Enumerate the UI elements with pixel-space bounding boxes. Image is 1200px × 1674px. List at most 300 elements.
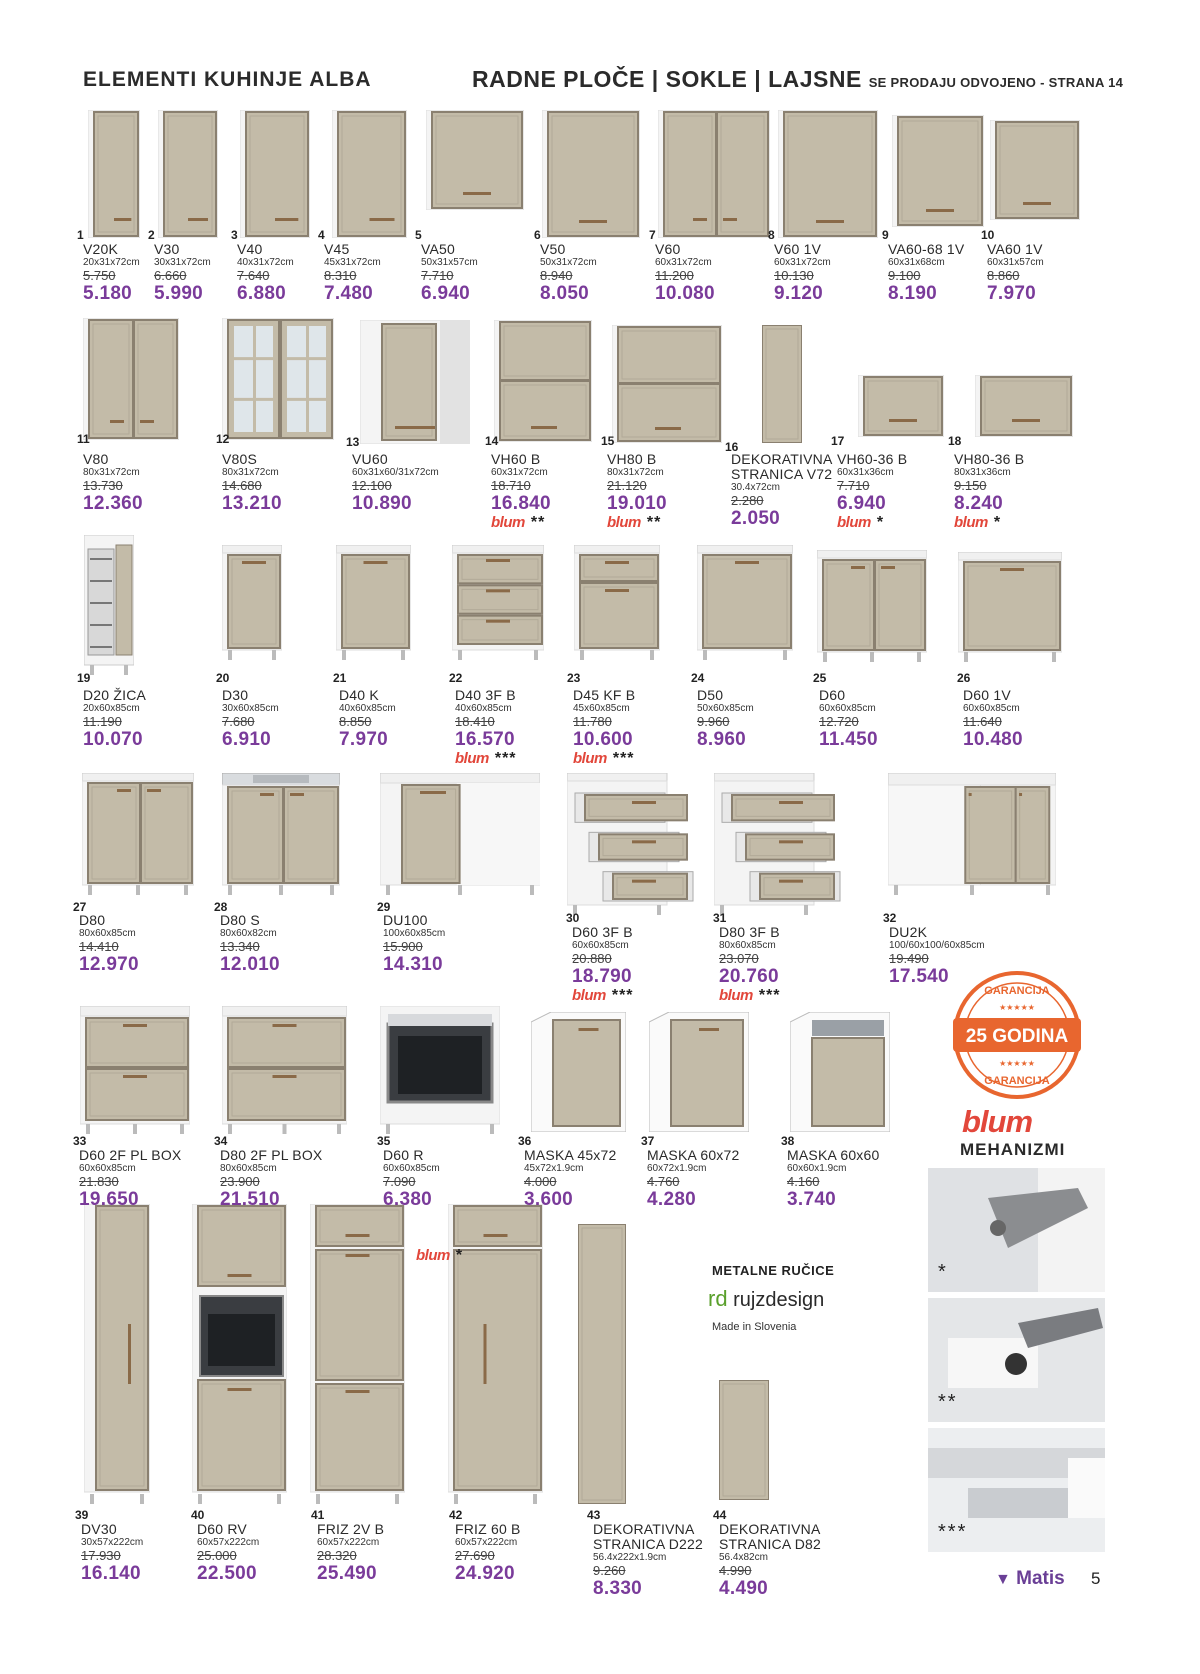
product-label — [731, 452, 833, 529]
product-name: MASKA 45x72 — [524, 1147, 617, 1163]
product-name: D60 1V — [963, 687, 1011, 703]
old-price: 9.100 — [888, 268, 921, 283]
product-name: V45 — [324, 241, 350, 257]
product-name: DEKORATIVNA — [719, 1521, 821, 1537]
svg-text:★★★★★: ★★★★★ — [999, 1003, 1035, 1012]
product-image-30 — [567, 773, 697, 915]
old-price: 21.830 — [79, 1174, 119, 1189]
product-number: 4 — [318, 228, 325, 242]
product-label — [324, 242, 381, 304]
product-label — [719, 1522, 821, 1599]
product-name-line2: STRANICA V72 — [731, 466, 833, 482]
product-image-4 — [332, 110, 407, 238]
current-price: 12.970 — [79, 954, 139, 975]
product-label — [963, 688, 1023, 750]
product-number: 7 — [649, 228, 656, 242]
product-dimensions: 80x31x36cm — [954, 467, 1011, 478]
product-dimensions: 60x31x36cm — [837, 467, 894, 478]
product-number: 26 — [957, 671, 971, 685]
current-price: 10.070 — [83, 729, 143, 750]
product-name: DV30 — [81, 1521, 117, 1537]
product-label — [237, 242, 294, 304]
old-price: 18.410 — [455, 714, 495, 729]
mechanism-photo-2 — [928, 1298, 1105, 1422]
product-label — [954, 452, 1024, 531]
product-name: VH80 B — [607, 451, 657, 467]
product-name: FRIZ 2V B — [317, 1521, 385, 1537]
product-image-8 — [778, 110, 878, 238]
current-price: 2.050 — [731, 508, 781, 529]
product-label — [222, 688, 279, 750]
old-price: 4.760 — [647, 1174, 680, 1189]
product-number: 22 — [449, 671, 463, 685]
product-label — [572, 925, 634, 1004]
matis-logo: ▼ Matis — [995, 1568, 1065, 1589]
product-dimensions: 60x57x222cm — [455, 1537, 518, 1548]
product-name: VA60-68 1V — [888, 241, 965, 257]
product-image-37 — [649, 1012, 749, 1132]
blum-stars: *** — [612, 750, 635, 767]
old-price: 18.710 — [491, 478, 531, 493]
product-dimensions: 60x60x85cm — [572, 940, 629, 951]
current-price: 8.240 — [954, 493, 1004, 514]
product-label — [83, 452, 143, 514]
blum-stars: ** — [530, 514, 546, 531]
product-label — [317, 1522, 384, 1584]
product-name-line2: STRANICA D222 — [593, 1536, 703, 1552]
product-name: DEKORATIVNA — [731, 451, 833, 467]
product-name: D60 R — [383, 1147, 424, 1163]
product-label — [154, 242, 211, 304]
handles-origin: Made in Slovenia — [712, 1321, 797, 1333]
note-small: SE PRODAJU ODVOJENO - STRANA 14 — [868, 75, 1124, 90]
product-name: DEKORATIVNA — [593, 1521, 695, 1537]
product-number: 5 — [415, 228, 422, 242]
product-number: 40 — [191, 1508, 205, 1522]
product-label — [421, 242, 478, 304]
product-number: 14 — [485, 434, 499, 448]
product-dimensions: 60x31x72cm — [655, 257, 712, 268]
product-number: 21 — [333, 671, 347, 685]
product-image-35 — [380, 1006, 500, 1134]
product-label — [79, 913, 139, 975]
product-dimensions: 60x57x222cm — [197, 1537, 260, 1548]
product-name: FRIZ 60 B — [455, 1521, 521, 1537]
old-price: 4.160 — [787, 1174, 820, 1189]
product-image-2 — [158, 110, 218, 238]
product-name: D80 3F B — [719, 924, 780, 940]
product-label — [697, 688, 754, 750]
old-price: 20.880 — [572, 951, 612, 966]
old-price: 23.900 — [220, 1174, 260, 1189]
current-price: 7.970 — [987, 283, 1037, 304]
old-price: 13.340 — [220, 939, 260, 954]
badge-main-text: 25 GODINA — [965, 1026, 1069, 1047]
product-dimensions: 60x31x72cm — [491, 467, 548, 478]
current-price: 6.940 — [421, 283, 471, 304]
product-image-11 — [83, 318, 179, 440]
product-image-31 — [714, 773, 844, 915]
current-price: 8.330 — [593, 1578, 643, 1599]
current-price: 6.380 — [383, 1189, 433, 1210]
product-dimensions: 100/60x100/60x85cm — [889, 940, 985, 951]
current-price: 25.490 — [317, 1563, 377, 1584]
product-label — [197, 1522, 259, 1584]
product-label — [79, 1148, 181, 1210]
product-dimensions: 45x72x1.9cm — [524, 1163, 584, 1174]
old-price: 27.690 — [455, 1548, 495, 1563]
product-number: 2 — [148, 228, 155, 242]
product-number: 35 — [377, 1134, 391, 1148]
current-price: 21.510 — [220, 1189, 280, 1210]
current-price: 7.970 — [339, 729, 389, 750]
old-price: 15.900 — [383, 939, 423, 954]
catalog-section-title: ELEMENTI KUHINJE ALBA — [83, 68, 372, 91]
product-dimensions: 60x60x1.9cm — [787, 1163, 847, 1174]
current-price: 8.050 — [540, 283, 590, 304]
old-price: 21.120 — [607, 478, 647, 493]
product-number: 41 — [311, 1508, 325, 1522]
old-price: 7.710 — [837, 478, 870, 493]
product-name: V20K — [83, 241, 119, 257]
product-dimensions: 80x60x85cm — [220, 1163, 277, 1174]
product-label — [888, 242, 964, 304]
old-price: 4.000 — [524, 1174, 557, 1189]
current-price: 20.760 — [719, 966, 779, 987]
product-name: V50 — [540, 241, 566, 257]
product-dimensions: 60x31x72cm — [774, 257, 831, 268]
product-dimensions: 60x60x85cm — [383, 1163, 440, 1174]
product-image-40 — [192, 1204, 287, 1504]
product-dimensions: 80x60x82cm — [220, 928, 277, 939]
product-number: 30 — [566, 911, 580, 925]
product-dimensions: 60x60x85cm — [963, 703, 1020, 714]
product-name: DU2K — [889, 924, 928, 940]
product-number: 9 — [882, 228, 889, 242]
product-image-36 — [531, 1012, 626, 1132]
product-image-14 — [494, 320, 592, 442]
blum-stars: * — [876, 514, 885, 531]
handles-brand — [708, 1286, 824, 1312]
product-image-23 — [574, 545, 660, 660]
blum-logo: blum — [416, 1247, 450, 1264]
current-price: 19.010 — [607, 493, 667, 514]
product-dimensions: 100x60x85cm — [383, 928, 446, 939]
product-number: 31 — [713, 911, 727, 925]
product-image-6 — [542, 110, 640, 238]
product-name: D20 ŽICA — [83, 687, 147, 703]
matis-text: Matis — [1016, 1568, 1065, 1589]
current-price: 6.880 — [237, 283, 287, 304]
product-label — [647, 1148, 739, 1210]
product-label — [83, 242, 140, 304]
blum-stars: * — [993, 514, 1002, 531]
product-name: D40 K — [339, 687, 379, 703]
product-name: D60 2F PL BOX — [79, 1147, 182, 1163]
product-number: 44 — [713, 1508, 727, 1522]
blum-logo: blum — [954, 514, 988, 531]
product-name: D80 S — [220, 912, 260, 928]
product-image-9 — [892, 115, 984, 227]
product-dimensions: 20x31x72cm — [83, 257, 140, 268]
old-price: 8.850 — [339, 714, 372, 729]
product-number: 13 — [346, 435, 360, 449]
mechanism-photo-3 — [928, 1428, 1105, 1552]
product-name: V80S — [222, 451, 258, 467]
product-image-33 — [80, 1006, 190, 1134]
current-price: 19.650 — [79, 1189, 139, 1210]
old-price: 2.280 — [731, 493, 764, 508]
blum-tag — [572, 987, 634, 1004]
old-price: 17.930 — [81, 1548, 121, 1563]
badge-bottom-text: GARANCIJA — [984, 1075, 1050, 1087]
current-price: 8.960 — [697, 729, 747, 750]
old-price: 14.680 — [222, 478, 262, 493]
product-image-28 — [222, 773, 340, 895]
product-image-3 — [240, 110, 310, 238]
product-label — [819, 688, 878, 750]
old-price: 11.640 — [963, 714, 1002, 729]
old-price: 7.710 — [421, 268, 454, 283]
product-name: V40 — [237, 241, 263, 257]
old-price: 9.960 — [697, 714, 730, 729]
current-price: 4.490 — [719, 1578, 769, 1599]
mechanisms-title: MEHANIZMI — [960, 1140, 1066, 1159]
product-label — [220, 913, 280, 975]
product-number: 15 — [601, 434, 615, 448]
current-price: 24.920 — [455, 1563, 515, 1584]
current-price: 22.500 — [197, 1563, 257, 1584]
product-number: 43 — [587, 1508, 601, 1522]
current-price: 18.790 — [572, 966, 632, 987]
product-dimensions: 80x31x72cm — [222, 467, 279, 478]
product-number: 23 — [567, 671, 581, 685]
blum-tag — [573, 750, 635, 767]
product-number: 19 — [77, 671, 91, 685]
product-number: 18 — [948, 434, 962, 448]
product-image-27 — [82, 773, 194, 895]
product-number: 25 — [813, 671, 827, 685]
current-price: 5.180 — [83, 283, 133, 304]
product-number: 11 — [77, 432, 90, 446]
product-image-15 — [612, 325, 722, 443]
product-number: 36 — [518, 1134, 532, 1148]
product-name: V60 1V — [774, 241, 822, 257]
product-name: D40 3F B — [455, 687, 516, 703]
rd-logo: rd — [708, 1286, 728, 1311]
product-name: MASKA 60x72 — [647, 1147, 740, 1163]
product-dimensions: 45x31x72cm — [324, 257, 381, 268]
product-number: 33 — [73, 1134, 87, 1148]
product-name: VU60 — [352, 451, 388, 467]
current-price: 6.940 — [837, 493, 887, 514]
current-price: 8.190 — [888, 283, 938, 304]
product-label — [787, 1148, 879, 1210]
blum-stars: ** — [646, 514, 662, 531]
product-image-34 — [222, 1006, 347, 1134]
product-dimensions: 80x60x85cm — [719, 940, 776, 951]
page-number: 5 — [1091, 1569, 1101, 1588]
current-price: 4.280 — [647, 1189, 697, 1210]
product-dimensions: 60x31x57cm — [987, 257, 1044, 268]
current-price: 10.890 — [352, 493, 412, 514]
product-dimensions: 56.4x222x1.9cm — [593, 1552, 667, 1563]
product-name: D80 2F PL BOX — [220, 1147, 323, 1163]
product-label — [987, 242, 1044, 304]
blum-tag — [455, 750, 517, 767]
product-name: VH60-36 B — [837, 451, 908, 467]
product-name: D80 — [79, 912, 106, 928]
current-price: 5.990 — [154, 283, 204, 304]
blum-tag — [719, 987, 781, 1004]
product-label — [491, 452, 551, 531]
product-image-26 — [958, 552, 1062, 662]
product-dimensions: 40x60x85cm — [339, 703, 396, 714]
product-image-22 — [452, 545, 544, 660]
product-dimensions: 56.4x82cm — [719, 1552, 768, 1563]
product-number: 37 — [641, 1134, 655, 1148]
product-image-12 — [222, 318, 334, 440]
product-image-20 — [222, 545, 282, 660]
product-name: VH80-36 B — [954, 451, 1025, 467]
product-name: DU100 — [383, 912, 428, 928]
product-label — [524, 1148, 616, 1210]
product-image-29 — [380, 773, 540, 895]
product-image-43 — [578, 1224, 626, 1504]
product-label — [339, 688, 396, 750]
product-dimensions: 30x57x222cm — [81, 1537, 144, 1548]
product-dimensions: 40x60x85cm — [455, 703, 512, 714]
old-price: 9.260 — [593, 1563, 626, 1578]
old-price: 9.150 — [954, 478, 987, 493]
product-image-38 — [790, 1012, 890, 1132]
product-image-7 — [658, 110, 770, 238]
product-dimensions: 20x60x85cm — [83, 703, 140, 714]
blum-brand-logo: blum — [962, 1104, 1033, 1139]
product-number: 8 — [768, 228, 775, 242]
product-image-32 — [888, 773, 1056, 895]
product-image-25 — [817, 550, 927, 662]
old-price: 8.860 — [987, 268, 1020, 283]
current-price: 12.010 — [220, 954, 280, 975]
blum-logo: blum — [573, 750, 607, 767]
product-dimensions: 60x31x68cm — [888, 257, 945, 268]
product-name: VA60 1V — [987, 241, 1043, 257]
current-price: 6.910 — [222, 729, 272, 750]
product-dimensions: 60x60x85cm — [819, 703, 876, 714]
current-price: 3.600 — [524, 1189, 574, 1210]
product-name: V60 — [655, 241, 681, 257]
product-number: 29 — [377, 900, 391, 914]
rd-brand-name: rujzdesign — [733, 1289, 825, 1311]
product-dimensions: 60x72x1.9cm — [647, 1163, 707, 1174]
product-label — [383, 913, 445, 975]
old-price: 23.070 — [719, 951, 759, 966]
product-dimensions: 80x31x72cm — [607, 467, 664, 478]
blum-stars: *** — [494, 750, 517, 767]
product-dimensions: 80x60x85cm — [79, 928, 136, 939]
product-image-18 — [975, 375, 1073, 437]
current-price: 17.540 — [889, 966, 949, 987]
product-dimensions: 50x31x57cm — [421, 257, 478, 268]
product-number: 17 — [831, 434, 845, 448]
product-number: 20 — [216, 671, 230, 685]
product-dimensions: 30.4x72cm — [731, 482, 780, 493]
svg-text:★★★★★: ★★★★★ — [999, 1059, 1035, 1068]
badge-top-text: GARANCIJA — [984, 985, 1050, 997]
product-image-44 — [719, 1380, 769, 1500]
old-price: 13.730 — [83, 478, 123, 493]
guarantee-badge — [950, 968, 1084, 1102]
blum-logo: blum — [837, 514, 871, 531]
product-label — [540, 242, 597, 304]
old-price: 7.680 — [222, 714, 255, 729]
note-main: RADNE PLOČE | SOKLE | LAJSNE — [472, 66, 862, 92]
product-name: VA50 — [421, 241, 456, 257]
old-price: 8.940 — [540, 268, 573, 283]
product-dimensions: 60x60x85cm — [79, 1163, 136, 1174]
product-dimensions: 60x31x60/31x72cm — [352, 467, 439, 478]
product-image-24 — [697, 545, 793, 660]
product-label — [655, 242, 715, 304]
current-price: 16.570 — [455, 729, 515, 750]
product-dimensions: 80x31x72cm — [83, 467, 140, 478]
mechanism-stars-2: ** — [938, 1391, 958, 1413]
product-number: 12 — [216, 432, 230, 446]
current-price: 10.480 — [963, 729, 1023, 750]
product-image-5 — [426, 110, 524, 210]
product-dimensions: 50x60x85cm — [697, 703, 754, 714]
old-price: 19.490 — [889, 951, 929, 966]
product-image-10 — [990, 120, 1080, 220]
product-dimensions: 30x60x85cm — [222, 703, 279, 714]
old-price: 7.090 — [383, 1174, 416, 1189]
blum-tag — [607, 514, 667, 531]
blum-stars: *** — [611, 987, 634, 1004]
product-number: 10 — [981, 228, 995, 242]
product-name: D60 — [819, 687, 846, 703]
product-number: 34 — [214, 1134, 228, 1148]
product-number: 42 — [449, 1508, 463, 1522]
product-image-19 — [84, 535, 134, 675]
current-price: 11.450 — [819, 729, 878, 750]
old-price: 10.130 — [774, 268, 814, 283]
current-price: 12.360 — [83, 493, 143, 514]
product-name: V30 — [154, 241, 180, 257]
product-image-13 — [360, 320, 470, 444]
blum-logo: blum — [455, 750, 489, 767]
blum-tag — [954, 514, 1024, 531]
product-label — [573, 688, 635, 767]
old-price: 6.660 — [154, 268, 187, 283]
product-name: D60 3F B — [572, 924, 633, 940]
product-dimensions: 60x57x222cm — [317, 1537, 380, 1548]
product-label — [383, 1148, 440, 1210]
product-number: 38 — [781, 1134, 795, 1148]
current-price: 16.140 — [81, 1563, 141, 1584]
current-price: 7.480 — [324, 283, 374, 304]
product-number: 6 — [534, 228, 541, 242]
old-price: 12.100 — [352, 478, 392, 493]
product-label — [455, 688, 517, 767]
product-image-39 — [84, 1204, 150, 1504]
product-image-1 — [88, 110, 140, 238]
current-price: 13.210 — [222, 493, 282, 514]
product-name: MASKA 60x60 — [787, 1147, 880, 1163]
product-label — [352, 452, 439, 514]
product-name: VH60 B — [491, 451, 541, 467]
old-price: 25.000 — [197, 1548, 237, 1563]
